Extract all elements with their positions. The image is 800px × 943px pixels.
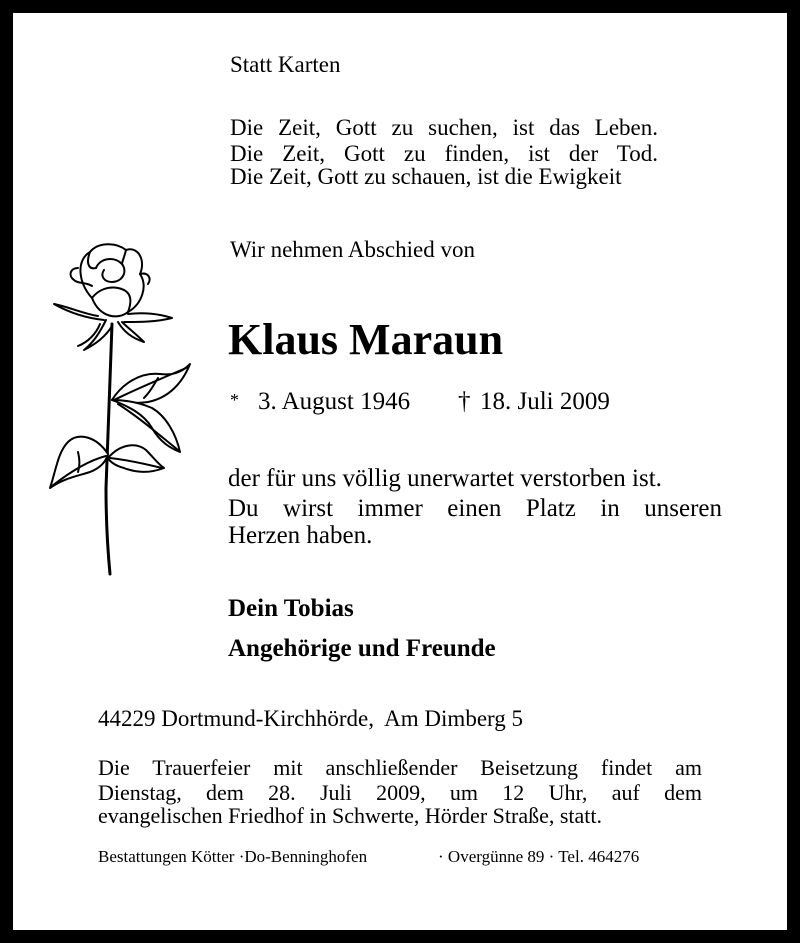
footer-contact: · Overgünne 89 · Tel. 464276 (438, 847, 640, 866)
death-date: 18. Juli 2009 (480, 388, 610, 415)
signature-1: Dein Tobias (228, 595, 354, 622)
verse-line-3: Die Zeit, Gott zu schauen, ist die Ewigkeit (230, 164, 622, 189)
funeral-line-3: evangelischen Friedhof in Schwerte, Hörder Straße, statt. (98, 803, 603, 828)
birth-symbol: * (230, 390, 239, 410)
birth-date: 3. August 1946 (258, 388, 411, 415)
rose-icon (48, 238, 193, 578)
address: 44229 Dortmund-Kirchhörde, Am Dimberg 5 (98, 706, 524, 731)
verse-line-2: Die Zeit, Gott zu finden, ist der Tod. (230, 141, 658, 166)
signature-2: Angehörige und Freunde (228, 635, 496, 662)
intro-text: Statt Karten (230, 52, 341, 77)
message-line-3: Herzen haben. (228, 522, 373, 549)
funeral-line-1: Die Trauerfeier mit anschließender Beisetzung findet am (98, 755, 702, 780)
farewell-text: Wir nehmen Abschied von (230, 237, 475, 262)
death-symbol: † (458, 388, 471, 415)
message-line-1: der für uns völlig unerwartet verstorben ist. (228, 465, 662, 492)
funeral-line-2: Dienstag, dem 28. Juli 2009, um 12 Uhr, auf dem (98, 780, 702, 805)
deceased-name: Klaus Maraun (228, 315, 504, 364)
message-line-2: Du wirst immer einen Platz in unseren (228, 495, 722, 522)
footer-company: Bestattungen Kötter ·Do-Benninghofen (98, 847, 368, 866)
verse-line-1: Die Zeit, Gott zu suchen, ist das Leben. (230, 115, 658, 140)
footer (98, 848, 718, 870)
life-dates (230, 389, 650, 419)
